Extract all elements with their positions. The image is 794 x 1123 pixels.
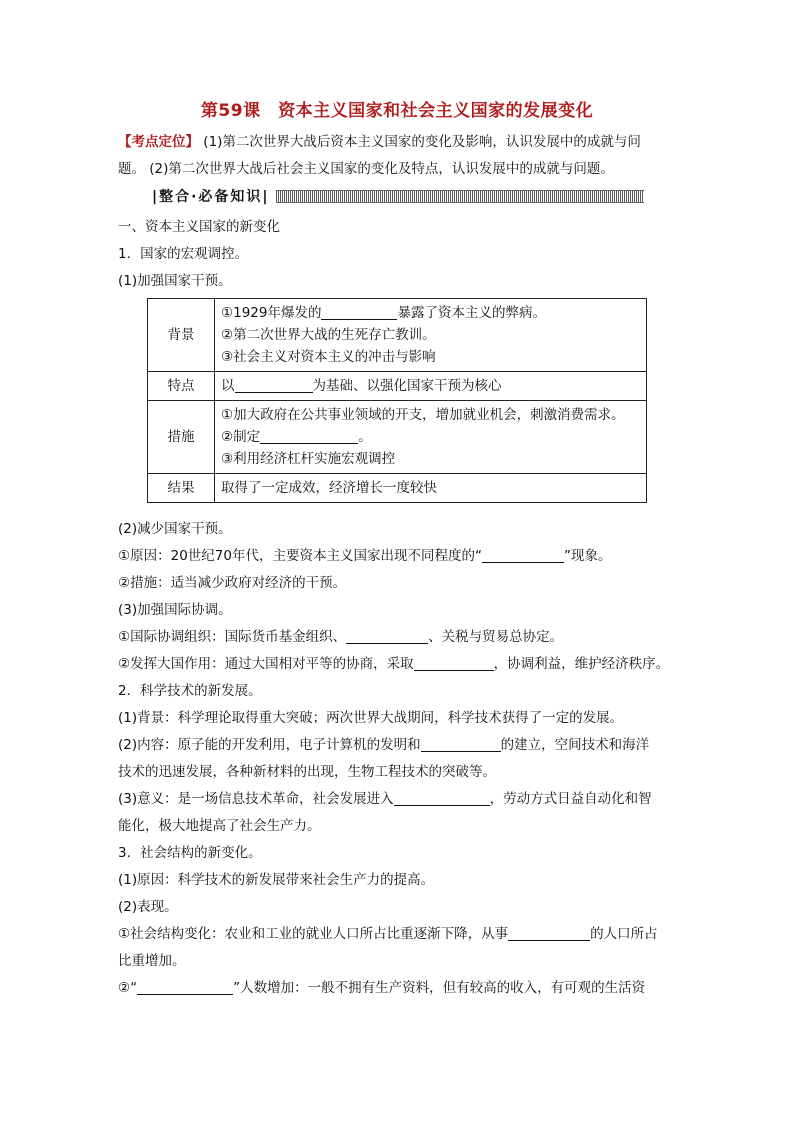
line-text: 。: [358, 429, 372, 445]
row-header: 措施: [148, 401, 215, 474]
line-text: ②发挥大国作用：通过大国相对平等的协商，采取: [118, 656, 414, 672]
table-row: [148, 401, 647, 474]
background-table: [147, 298, 647, 503]
line-text: ②“: [118, 980, 138, 996]
table-row: [148, 299, 647, 372]
body-line: [118, 790, 678, 808]
line-text: ③社会主义对资本主义的冲击与影响: [221, 349, 436, 365]
line-text: 能化，极大地提高了社会生产力。: [118, 818, 321, 834]
fill-in-blank[interactable]: [137, 980, 233, 995]
kaodian-line-1: [118, 133, 678, 151]
cell-line: [221, 375, 640, 397]
line-text: ②第二次世界大战的生死存亡教训。: [221, 327, 436, 343]
row-header: 特点: [148, 372, 215, 401]
body-line: [118, 844, 678, 862]
line-text: ，劳动方式日益自动化和智: [489, 791, 652, 807]
line-text: 暴露了资本主义的弊病。: [397, 305, 546, 321]
body-line: [118, 736, 678, 754]
row-content: [215, 372, 647, 401]
line-text: 的人口所占: [590, 926, 658, 942]
line-text: 、关税与贸易总协定。: [428, 629, 564, 645]
fill-in-blank[interactable]: [321, 305, 397, 320]
fill-in-blank[interactable]: [482, 548, 564, 563]
line-text: ①原因：20世纪70年代，主要资本主义国家出现不同程度的“: [118, 548, 482, 564]
section-banner: [148, 187, 644, 205]
row-header: 背景: [148, 299, 215, 372]
row-content: [215, 401, 647, 474]
line-text: ①1929年爆发的: [221, 305, 322, 321]
line-text: 取得了一定成效，经济增长一度较快: [221, 480, 437, 496]
row-content: [215, 299, 647, 372]
table-row: [148, 372, 647, 401]
line-text: ①社会结构变化：农业和工业的就业人口所占比重逐渐下降，从事: [118, 926, 509, 942]
fill-in-blank[interactable]: [260, 429, 358, 444]
line-text: ②制定: [221, 429, 261, 445]
cell-line: [221, 346, 640, 368]
kaodian-line-2: 题。 (2)第二次世界大战后社会主义国家的变化及特点，认识发展中的成就与问题。: [118, 161, 614, 177]
line-text: ③利用经济杠杆实施宏观调控: [221, 451, 396, 467]
line-text: 为基础、以强化国家干预为核心: [312, 378, 502, 394]
cell-line: [221, 302, 640, 324]
fill-in-blank[interactable]: [394, 791, 490, 806]
line-text: (2)内容：原子能的开发利用，电子计算机的发明和: [118, 737, 421, 753]
table-row: [148, 474, 647, 503]
line-text: ①国际协调组织：国际货币基金组织、: [118, 629, 347, 645]
kaodian-text-1: (1)第二次世界大战后资本主义国家的变化及影响，认识发展中的成就与问: [203, 134, 641, 150]
body-line: [118, 682, 678, 700]
line-text: 的建立，空间技术和海洋: [500, 737, 650, 753]
fill-in-blank[interactable]: [235, 378, 313, 393]
page-title: 第59课 资本主义国家和社会主义国家的发展变化: [200, 101, 594, 121]
body-line: [118, 574, 678, 592]
line-text: (3)意义：是一场信息技术革命，社会发展进入: [118, 791, 394, 807]
line-text: 技术的迅速发展，各种新材料的出现，生物工程技术的突破等。: [118, 764, 496, 780]
body-line: [118, 871, 678, 889]
cell-line: [221, 426, 640, 448]
line-text: (2)表现。: [118, 899, 178, 915]
body-line: [118, 655, 678, 673]
body-line: [118, 979, 678, 997]
body-line: [118, 547, 678, 565]
line-text: ”人数增加：一般不拥有生产资料，但有较高的收入，有可观的生活资: [233, 980, 646, 996]
banner-hatch-decoration: [276, 190, 644, 203]
cell-line: [221, 404, 640, 426]
line-text: ②措施：适当减少政府对经济的干预。: [118, 575, 347, 591]
cell-line: [221, 324, 640, 346]
body-line: [118, 601, 678, 619]
body-line: [118, 898, 678, 916]
row-content: [215, 474, 647, 503]
body-line: [118, 952, 678, 970]
item-heading: 1．国家的宏观调控。: [118, 246, 249, 262]
section-heading: 一、资本主义国家的新变化: [118, 219, 280, 235]
line-text: 比重增加。: [118, 953, 186, 969]
line-text: 3．社会结构的新变化。: [118, 845, 262, 861]
line-text: 以: [221, 378, 235, 394]
line-text: ”现象。: [563, 548, 612, 564]
body-line: [118, 628, 678, 646]
subitem-heading: (1)加强国家干预。: [118, 273, 232, 289]
body-line: [118, 709, 678, 727]
kaodian-tag: 【考点定位】: [118, 134, 199, 150]
body-line: [118, 925, 678, 943]
row-header: 结果: [148, 474, 215, 503]
line-text: (1)原因：科学技术的新发展带来社会生产力的提高。: [118, 872, 435, 888]
line-text: (2)减少国家干预。: [118, 521, 232, 537]
fill-in-blank[interactable]: [414, 656, 494, 671]
banner-label: |整合·必备知识|: [152, 189, 270, 205]
cell-line: [221, 448, 640, 470]
body-line: [118, 520, 678, 538]
fill-in-blank[interactable]: [346, 629, 428, 644]
line-text: ，协调利益，维护经济秩序。: [493, 656, 670, 672]
cell-line: [221, 477, 640, 499]
fill-in-blank[interactable]: [421, 737, 501, 752]
fill-in-blank[interactable]: [508, 926, 590, 941]
body-line: [118, 817, 678, 835]
line-text: ①加大政府在公共事业领域的开支，增加就业机会，刺激消费需求。: [221, 407, 625, 423]
line-text: 2．科学技术的新发展。: [118, 683, 262, 699]
body-line: [118, 763, 678, 781]
line-text: (3)加强国际协调。: [118, 602, 232, 618]
line-text: (1)背景：科学理论取得重大突破；两次世界大战期间，科学技术获得了一定的发展。: [118, 710, 624, 726]
